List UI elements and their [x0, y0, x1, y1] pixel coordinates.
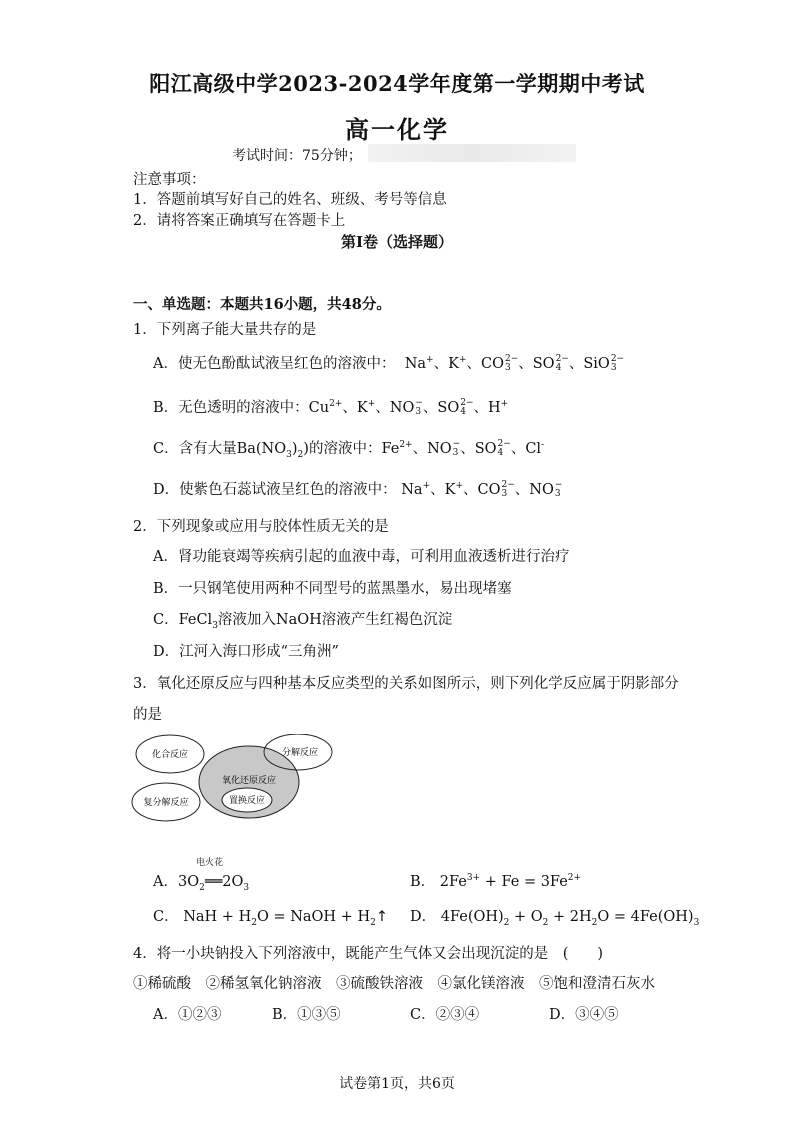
q2-option-b: B．一只钢笔使用两种不同型号的蓝黑墨水，易出现堵塞	[153, 581, 512, 597]
q3-stem-line2: 的是	[133, 707, 162, 723]
q3-b-label: B．	[410, 874, 436, 890]
q3-option-a: A．$3O_2══2O_3$	[153, 874, 250, 893]
redox-label: 氧化还原反应	[221, 776, 277, 786]
redacted-area	[368, 144, 576, 162]
displacement-label: 置换反应	[228, 796, 266, 806]
q2-option-d: D．江河入海口形成“三角洲”	[153, 644, 339, 660]
q3-d-label: D．	[410, 909, 437, 925]
q1-c-text: C．含有大量Ba(NO	[153, 441, 287, 457]
spark-label: 电火花	[196, 858, 224, 868]
note-item-1: 1．答题前填写好自己的姓名、班级、考号等信息	[133, 192, 447, 208]
exam-time: 考试时间：75分钟；	[232, 148, 362, 164]
q3-c-label: C．	[153, 909, 179, 925]
note-item-2: 2．请将答案正确填写在答题卡上	[133, 213, 346, 229]
q2-option-a: A．肾功能衰竭等疾病引起的血液中毒，可利用血液透析进行治疗	[153, 549, 570, 565]
page-footer: 试卷第1页，共6页	[339, 1076, 455, 1092]
exam-title: 阳江高级中学2023-2024学年度第一学期期中考试	[149, 71, 645, 96]
q2-c-post: 溶液加入NaOH溶液产生红褐色沉淀	[217, 612, 453, 628]
combination-label: 化合反应	[151, 750, 189, 760]
q1-b-text: B．无色透明的溶液中：	[153, 400, 309, 416]
q4-option-b: B．①③⑤	[272, 1007, 341, 1023]
reaction-venn-diagram	[130, 734, 336, 824]
q1-option-d: D．使紫色石蕊试液呈红色的溶液中： Na+、K+、CO 2− 3 、NO − 3	[153, 480, 563, 499]
q4-option-d: D．③④⑤	[549, 1007, 619, 1023]
q1-a-text: A．使无色酚酞试液呈红色的溶液中：	[153, 356, 396, 372]
q1-option-a: A．使无色酚酞试液呈红色的溶液中： Na+、K+、CO 2− 3 、SO 2− 4 、SiO 2− 3	[153, 354, 625, 373]
q1-stem: 1．下列离子能大量共存的是	[133, 322, 317, 338]
q3-option-b: B． $2Fe^{3+} + Fe = 3Fe^{2+}$	[410, 873, 582, 890]
q2-option-c: C．FeCl$_3$溶液加入NaOH溶液产生红褐色沉淀	[153, 612, 453, 631]
q2-c-pre: C．FeCl	[153, 612, 213, 628]
q1-option-c: C．含有大量$Ba(NO_3)_2$)的溶液中：$Fe^{2+}$、NO − 3 、SO 2− 4 、Cl-	[153, 439, 545, 460]
q4-option-a: A．①②③	[153, 1007, 222, 1023]
decomposition-label: 分解反应	[281, 748, 319, 758]
q4-list: ①稀硫酸 ②稀氢氧化钠溶液 ③硫酸铁溶液 ④氯化镁溶液 ⑤饱和澄清石灰水	[133, 976, 655, 992]
q4-option-c: C．②③④	[410, 1007, 480, 1023]
q3-stem-line1: 3．氧化还原反应与四种基本反应类型的关系如图所示，则下列化学反应属于阴影部分	[133, 676, 679, 692]
q2-stem: 2．下列现象或应用与胶体性质无关的是	[133, 519, 389, 535]
q1-d-text: D．使紫色石蕊试液呈红色的溶液中：	[153, 482, 397, 498]
q3-option-c: C． NaH + $H_2O$ = NaOH + $H_2↑$	[153, 909, 388, 928]
part-heading: 一、单选题：本题共16小题，共48分。	[133, 296, 391, 313]
notes-heading: 注意事项：	[133, 172, 206, 188]
subject-title: 高一化学	[345, 115, 449, 144]
section-title: 第I卷（选择题）	[340, 233, 454, 251]
q3-a-label: A．	[153, 874, 178, 890]
q1-option-b: B．无色透明的溶液中：$Cu^{2+}$、K+、NO − 3 、SO 2− 4 、H+	[153, 398, 509, 417]
q4-stem: 4．将一小块钠投入下列溶液中，既能产生气体又会出现沉淀的是 ( )	[133, 946, 604, 962]
q3-option-d: D． $4Fe(OH)_2 + O_2 + 2H_2O = 4Fe(OH)_3$	[410, 909, 700, 928]
double-decomposition-label: 复分解反应	[143, 798, 189, 808]
q1-c-mid: )的溶液中：	[303, 441, 382, 457]
